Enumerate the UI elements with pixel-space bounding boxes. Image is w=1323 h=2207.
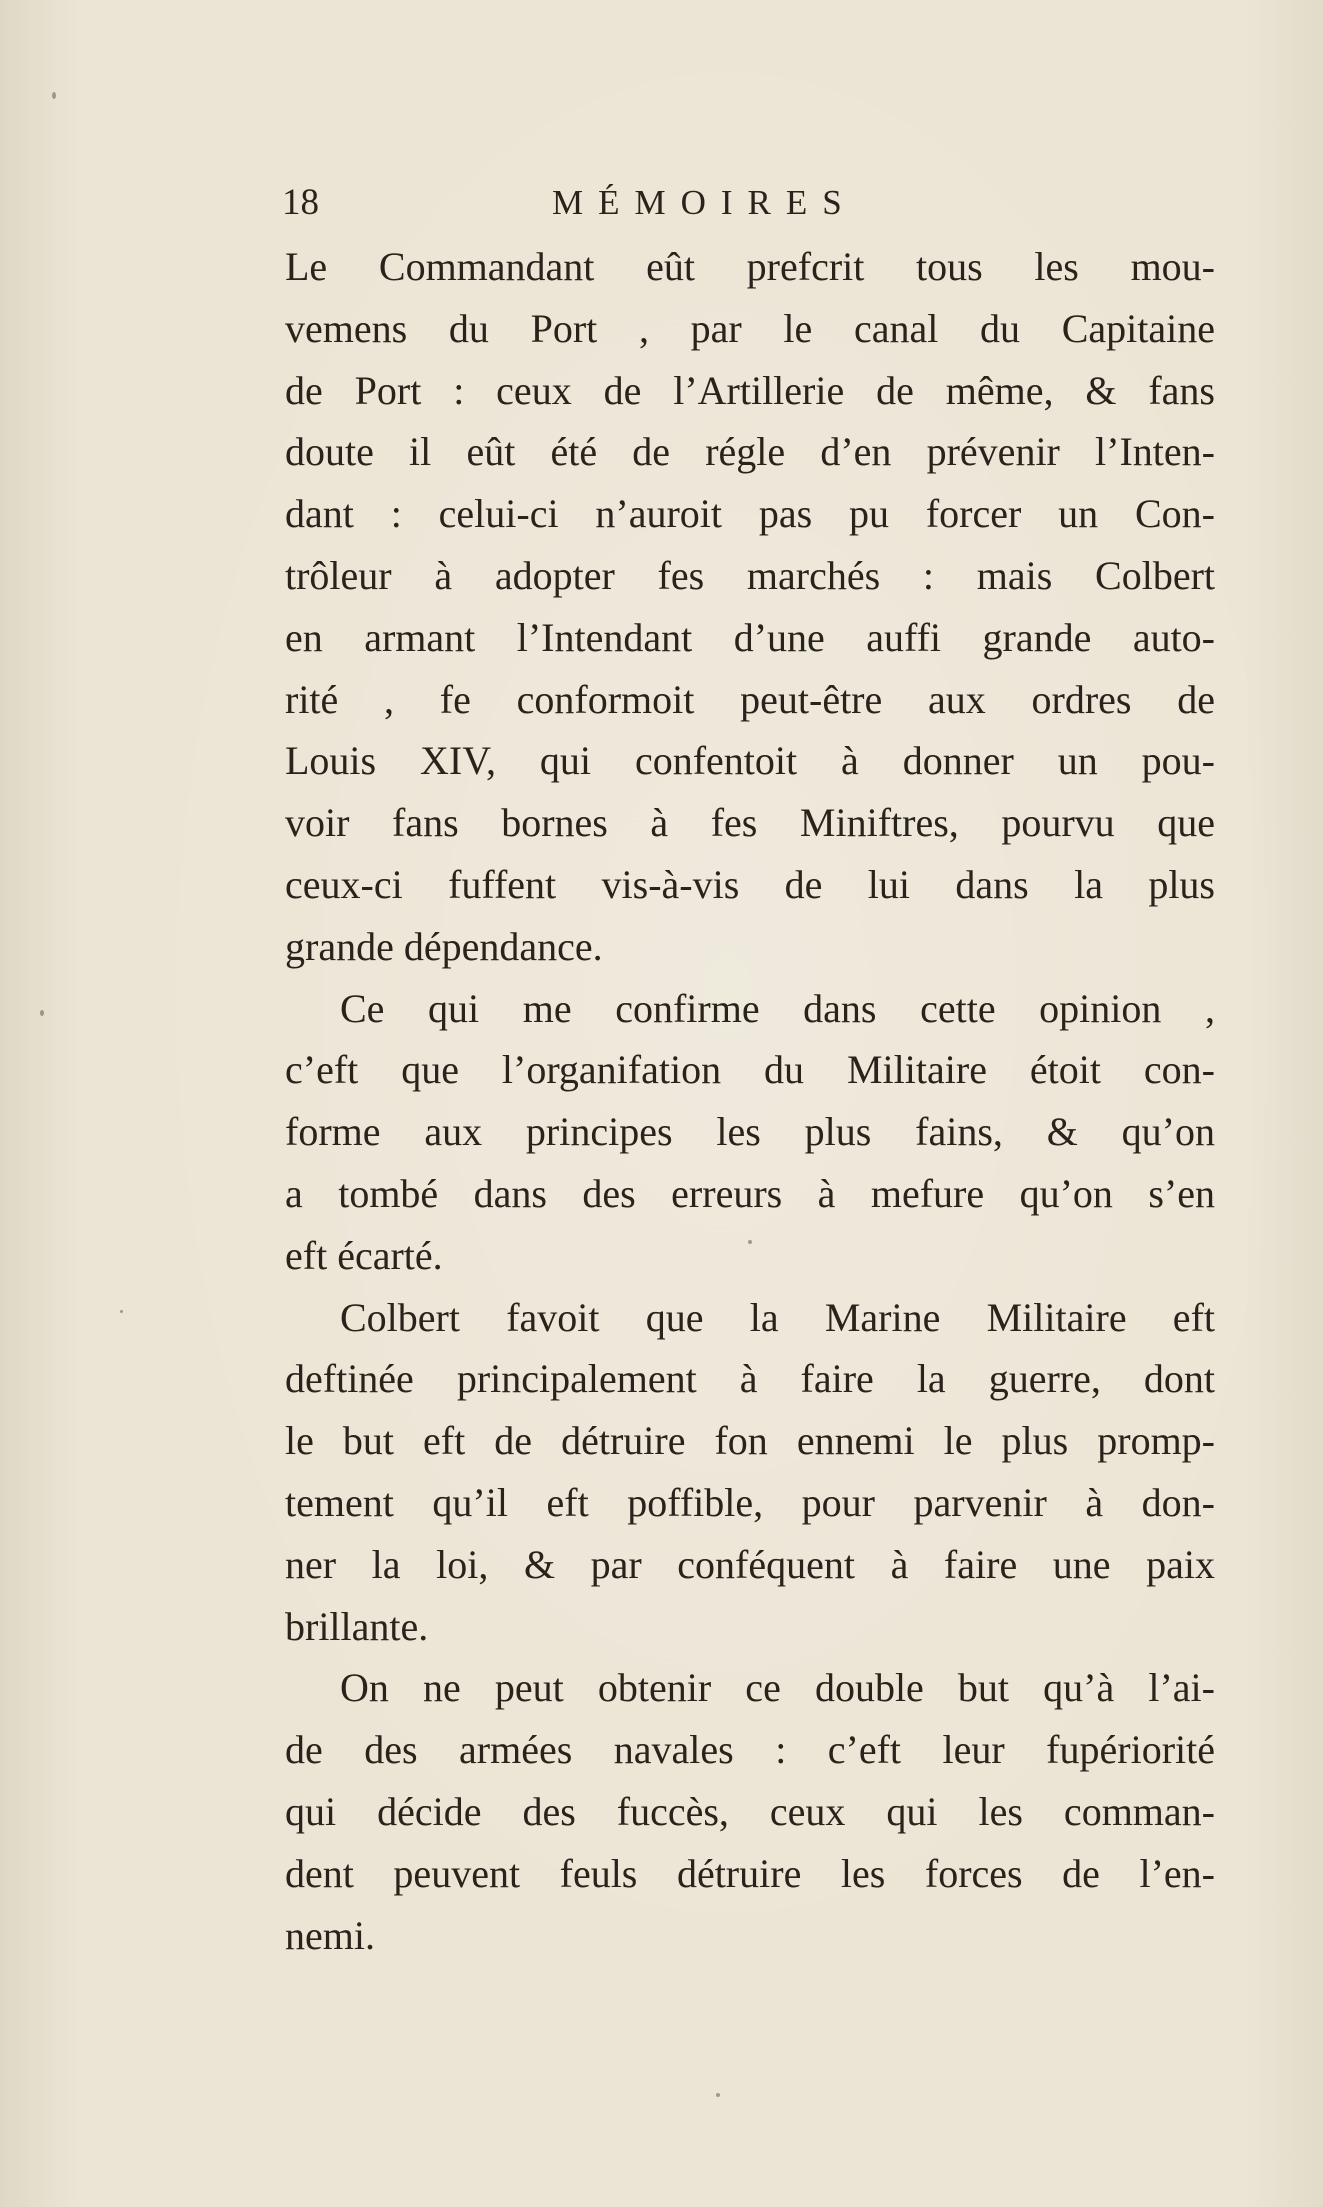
- text-line: qui décide des fuccès, ceux qui les comman-: [285, 1788, 1215, 1834]
- text-line: deftinée principalement à faire la guerre, dont: [285, 1356, 1215, 1402]
- text-line: le but eft de détruire fon ennemi le plus promp-: [285, 1418, 1215, 1464]
- text-line: rité , fe conformoit peut-être aux ordres de: [285, 676, 1215, 722]
- paragraph: [285, 236, 1215, 978]
- text-line: On ne peut obtenir ce double but qu’à l’ai-: [340, 1665, 1215, 1711]
- text-line: c’eft que l’organifation du Militaire étoit con-: [285, 1047, 1215, 1093]
- text-line: dant : celui-ci n’auroit pas pu forcer un Con-: [285, 491, 1215, 537]
- paragraph: [285, 1287, 1215, 1658]
- text-line: dent peuvent feuls détruire les forces de l’en-: [285, 1850, 1215, 1896]
- body-text: [285, 236, 1215, 1966]
- text-line: a tombé dans des erreurs à mefure qu’on s’en: [285, 1170, 1215, 1216]
- running-head: [282, 178, 1222, 228]
- running-title: MÉMOIRES: [552, 183, 857, 222]
- text-line: Colbert favoit que la Marine Militaire eft: [340, 1294, 1215, 1340]
- text-line: Ce qui me confirme dans cette opinion ,: [340, 985, 1215, 1031]
- text-line: en armant l’Intendant d’une auffi grande auto-: [285, 614, 1215, 660]
- page-number: 18: [282, 182, 319, 223]
- text-line: voir fans bornes à fes Miniftres, pourvu que: [285, 800, 1215, 846]
- paragraph: [285, 1657, 1215, 1966]
- ink-speck: [40, 1010, 44, 1016]
- text-line: vemens du Port , par le canal du Capitaine: [285, 305, 1215, 351]
- ink-speck: [120, 1310, 123, 1313]
- text-line: ner la loi, & par conféquent à faire une paix: [285, 1541, 1215, 1587]
- ink-speck: [52, 92, 56, 99]
- text-line: Le Commandant eût prefcrit tous les mou-: [285, 244, 1215, 289]
- text-line: trôleur à adopter fes marchés : mais Colbert: [285, 552, 1215, 598]
- ink-speck: [716, 2093, 720, 2097]
- paragraph: [285, 978, 1215, 1287]
- text-line: doute il eût été de régle d’en prévenir l’Inten-: [285, 429, 1215, 475]
- text-line: Louis XIV, qui confentoit à donner un pou-: [285, 738, 1215, 784]
- text-line: ceux-ci fuffent vis-à-vis de lui dans la plus: [285, 861, 1215, 907]
- text-line: eft écarté.: [285, 1232, 443, 1278]
- text-line: de Port : ceux de l’Artillerie de même, & fans: [285, 367, 1215, 413]
- text-line: brillante.: [285, 1603, 429, 1649]
- text-line: forme aux principes les plus fains, & qu’on: [285, 1109, 1215, 1155]
- text-line: de des armées navales : c’eft leur fupériorité: [285, 1727, 1215, 1773]
- text-line: tement qu’il eft poffible, pour parvenir à don-: [285, 1479, 1215, 1525]
- text-line: nemi.: [285, 1912, 375, 1958]
- text-line: grande dépendance.: [285, 923, 603, 969]
